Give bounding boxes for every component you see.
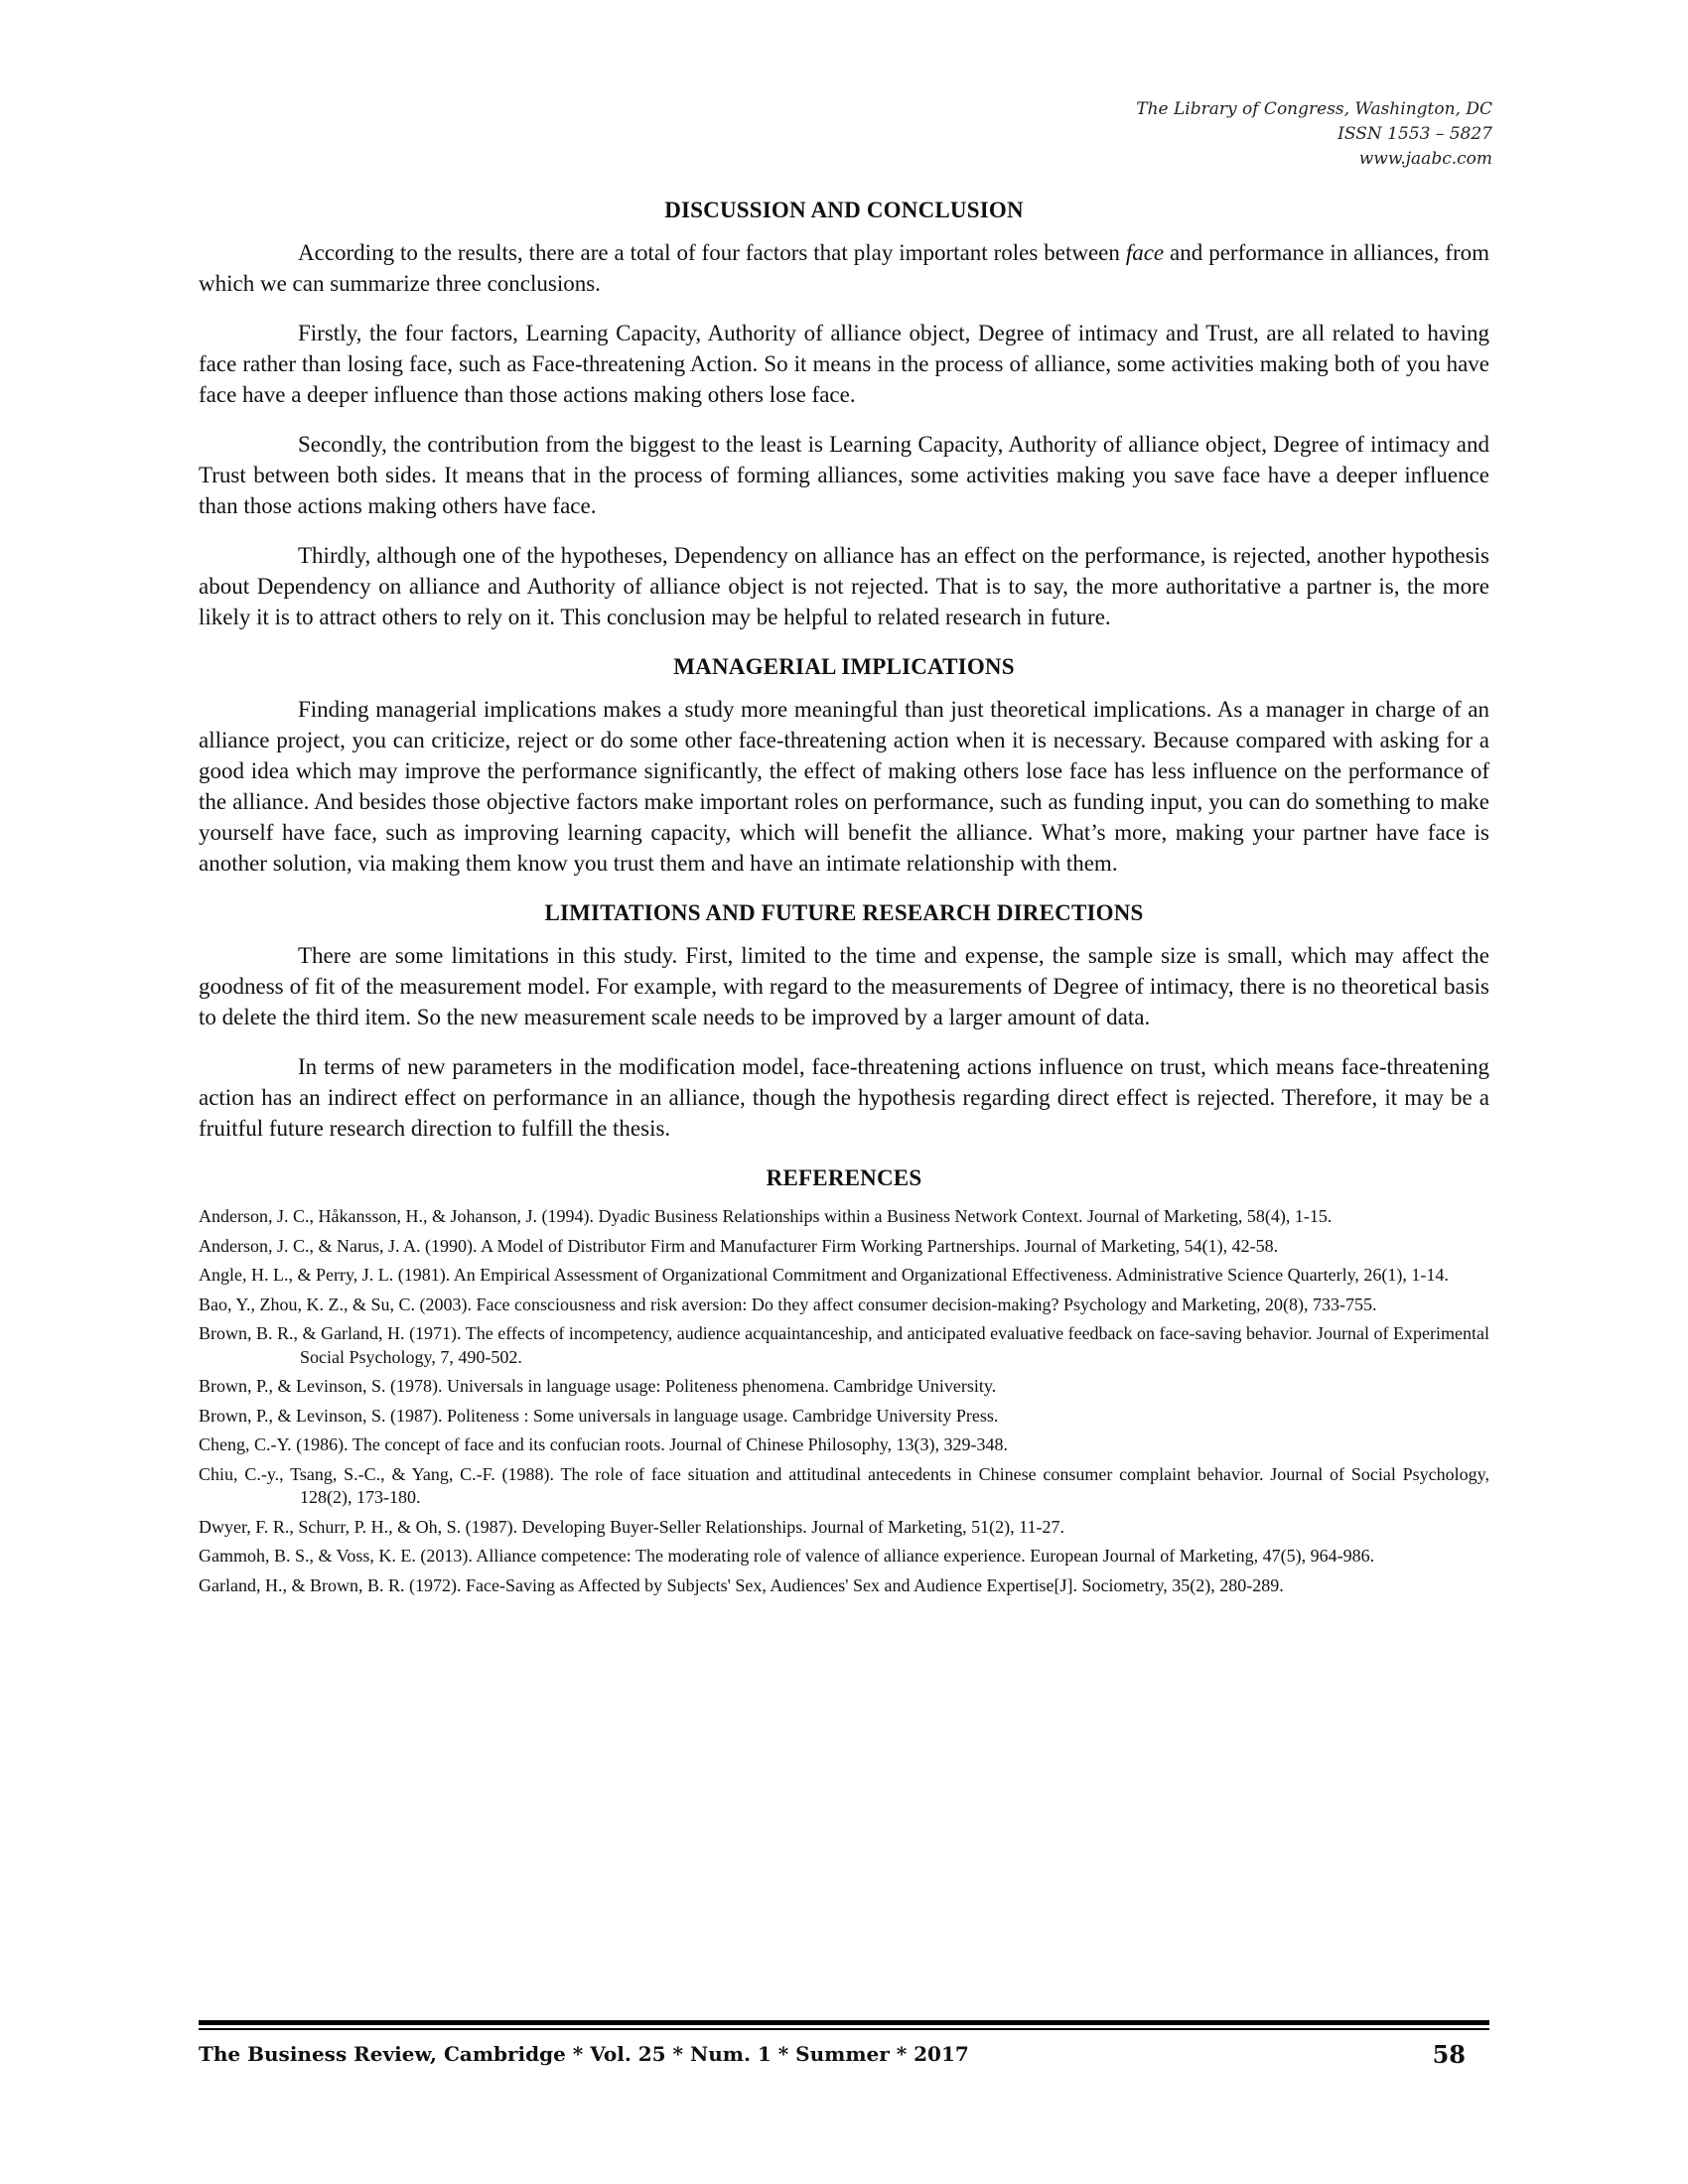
reference-item: Brown, P., & Levinson, S. (1978). Universals in language usage: Politeness phenomena. Cambridge University. [199, 1376, 997, 1396]
heading-limitations: LIMITATIONS AND FUTURE RESEARCH DIRECTIONS [544, 900, 1144, 925]
page-footer [199, 2042, 1489, 2072]
section-limitations [199, 897, 1489, 1144]
paragraph: Thirdly, although one of the hypotheses, Dependency on alliance has an effect on the performance, is rejected, another hypothesis about Dependency on alliance and Authority of alliance object is not rejected. That is to say, the more authoritative a partner is, the more likely it is to attract others to rely on it. This conclusion may be helpful to related research in future. [199, 543, 1489, 629]
reference-item: Chiu, C.-y., Tsang, S.-C., & Yang, C.-F. (1988). The role of face situation and attitudinal antecedents in Chinese consumer complaint behavior. Journal of Social Psychology, 128(2), 173-180. [199, 1463, 1489, 1507]
section-references [199, 1162, 1489, 1597]
reference-item: Bao, Y., Zhou, K. Z., & Su, C. (2003). Face consciousness and risk aversion: Do they affect consumer decision-making? Psychology and Marketing, 20(8), 733-755. [199, 1294, 1377, 1314]
heading-managerial: MANAGERIAL IMPLICATIONS [673, 654, 1015, 679]
header-library: The Library of Congress, Washington, DC [1136, 99, 1492, 119]
paragraph: Finding managerial implications makes a study more meaningful than just theoretical implications. As a manager in charge of an alliance project, you can criticize, reject or do some other face-threatening action when it is necessary. Because compared with asking for a good idea which may improve the performance significantly, the effect of making others lose face has less influence on the performance of the alliance. And besides those objective factors make important roles on performance, such as funding input, you can do something to make yourself have face, such as improving learning capacity, which will benefit the alliance. What’s more, making your partner have face is another solution, via making them know you trust them and have an intimate relationship with them. [199, 697, 1489, 876]
page-number: 58 [1432, 2040, 1466, 2069]
paragraph: In terms of new parameters in the modification model, face-threatening actions influence on trust, which means face-threatening action has an indirect effect on performance in an alliance, though the hypothesis regarding direct effect is rejected. Therefore, it may be a fruitful future research direction to fulfill the thesis. [199, 1054, 1489, 1141]
reference-item: Brown, P., & Levinson, S. (1987). Politeness : Some universals in language usage. Cambridge University Press. [199, 1405, 999, 1426]
reference-item: Brown, B. R., & Garland, H. (1971). The effects of incompetency, audience acquaintanceship, and anticipated evaluative feedback on face-saving behavior. Journal of Experimental Social Psychology, 7, 490-502. [199, 1323, 1489, 1367]
footer-rule [199, 2028, 1489, 2030]
running-header [1136, 97, 1492, 172]
heading-references: REFERENCES [766, 1165, 922, 1190]
paragraph: Secondly, the contribution from the biggest to the least is Learning Capacity, Authority of alliance object, Degree of intimacy and Trust between both sides. It means that in the process of forming alliances, some activities making you save face have a deeper influence than those actions making others have face. [199, 432, 1489, 518]
reference-item: Garland, H., & Brown, B. R. (1972). Face-Saving as Affected by Subjects' Sex, Audiences' Sex and Audience Expertise[J]. Sociometry, 35(2), 280-289. [199, 1574, 1284, 1595]
reference-list [199, 1205, 1489, 1597]
reference-item: Angle, H. L., & Perry, J. L. (1981). An Empirical Assessment of Organizational Commitment and Organizational Effectiveness. Administrative Science Quarterly, 26(1), 1-14. [199, 1265, 1449, 1285]
reference-item: Anderson, J. C., & Narus, J. A. (1990). A Model of Distributor Firm and Manufacturer Firm Working Partnerships. Journal of Marketing, 54(1), 42-58. [199, 1235, 1279, 1256]
footer-journal: The Business Review, Cambridge * Vol. 25 * Num. 1 * Summer * 2017 [199, 2042, 969, 2066]
section-managerial [199, 651, 1489, 879]
heading-discussion: DISCUSSION AND CONCLUSION [664, 198, 1024, 222]
section-discussion [199, 195, 1489, 632]
emphasis-text: face [1125, 240, 1165, 265]
header-issn: ISSN 1553 – 5827 [1337, 124, 1492, 144]
paragraph: Firstly, the four factors, Learning Capacity, Authority of alliance object, Degree of intimacy and Trust, are all related to having face rather than losing face, such as Face-threatening Action. So it means in the process of alliance, some activities making both of you have face have a deeper influence than those actions making others lose face. [199, 321, 1489, 407]
paragraph-text: and performance in alliances, from which we can summarize three conclusions. [199, 240, 1489, 296]
header-website: www.jaabc.com [1358, 149, 1492, 169]
paragraph: There are some limitations in this study. First, limited to the time and expense, the sample size is small, which may affect the goodness of fit of the measurement model. For example, with regard to the measurements of Degree of intimacy, there is no theoretical basis to delete the third item. So the new measurement scale needs to be improved by a larger amount of data. [199, 943, 1489, 1029]
paragraph [199, 237, 1489, 299]
reference-item: Cheng, C.-Y. (1986). The concept of face and its confucian roots. Journal of Chinese Philosophy, 13(3), 329-348. [199, 1434, 1009, 1454]
reference-item: Dwyer, F. R., Schurr, P. H., & Oh, S. (1987). Developing Buyer-Seller Relationships. Journal of Marketing, 51(2), 11-27. [199, 1516, 1064, 1537]
reference-item: Anderson, J. C., Håkansson, H., & Johanson, J. (1994). Dyadic Business Relationships within a Business Network Context. Journal of Marketing, 58(4), 1-15. [199, 1206, 1333, 1226]
paragraph-text: According to the results, there are a total of four factors that play important roles between [298, 240, 1126, 265]
reference-item: Gammoh, B. S., & Voss, K. E. (2013). Alliance competence: The moderating role of valence of alliance experience. European Journal of Marketing, 47(5), 964-986. [199, 1546, 1375, 1566]
main-content [199, 195, 1489, 1603]
footer-rule [199, 2020, 1489, 2025]
